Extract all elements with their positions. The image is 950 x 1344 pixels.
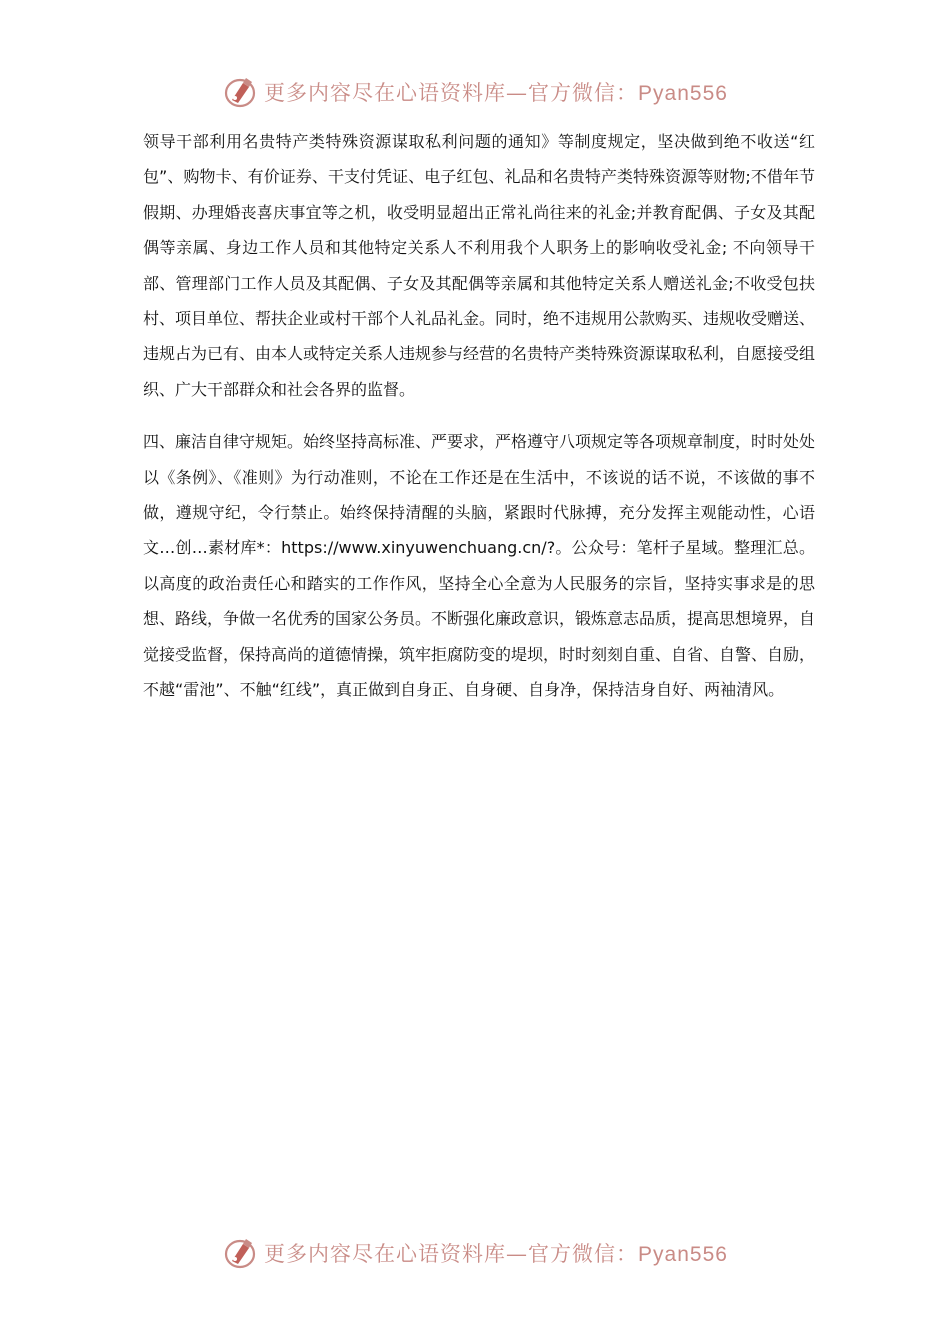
banner-wechat-id: Pyan556 (638, 82, 728, 105)
paragraph-1: 领导干部利用名贵特产类特殊资源谋取私利问题的通知》等制度规定，坚决做到绝不收送“红包”、购物卡、有价证券、干支付凭证、电子红包、礼品和名贵特产类特殊资源等财物;不借年节假期、办理婚丧喜庆事宜等之机，收受明显超出正常礼尚往来的礼金;并教育配偶、子女及其配偶等亲属、身边工作人员和其他特定关系人不利用我个人职务上的影响收受礼金; 不向领导干部、管理部门工作人员及其配偶、子女及其配偶等亲属和其他特定关系人赠送礼金;不收受包扶村、项目单位、帮扶企业或村干部个人礼品礼金。同时，绝不违规用公款购买、违规收受赠送、违规占为已有、由本人或特定关系人违规参与经营的名贵特产类特殊资源谋取私利，自愿接受组织、广大干部群众和社会各界的监督。 (143, 132, 816, 399)
header-banner (0, 72, 950, 112)
banner-title: 更多内容尽在心语资料库—官方微信：Pyan556 (264, 81, 728, 105)
pen-nib-logo-icon (222, 74, 258, 110)
paragraph-2: 四、廉洁自律守规矩。始终坚持高标准、严要求，严格遵守八项规定等各项规章制度，时时处处以《条例》、《准则》为行动准则，不论在工作还是在生活中，不该说的话不说，不该做的事不做，遵规守纪，令行禁止。始终保持清醒的头脑，紧跟时代脉搏，充分发挥主观能动性，心语文…创…素材库*：https://www.xinyuwenchuang.cn/?。公众号：笔杆子星域。整理汇总。以高度的政治责任心和踏实的工作作风，坚持全心全意为人民服务的宗旨，坚持实事求是的思想、路线，争做一名优秀的国家公务员。不断强化廉政意识，锻炼意志品质，提高思想境界，自觉接受监督，保持高尚的道德情操，筑牢拒腐防变的堤坝，时时刻刻自重、自省、自警、自励，不越“雷池”、不触“红线”，真正做到自身正、自身硬、自身净，保持洁身自好、两袖清风。 (143, 432, 816, 700)
document-body (143, 124, 815, 708)
footer-banner (0, 1233, 950, 1273)
pen-nib-logo-icon (222, 1235, 258, 1271)
footer-wechat-id: Pyan556 (638, 1243, 728, 1266)
footer-banner-title: 更多内容尽在心语资料库—官方微信：Pyan556 (264, 1242, 728, 1266)
